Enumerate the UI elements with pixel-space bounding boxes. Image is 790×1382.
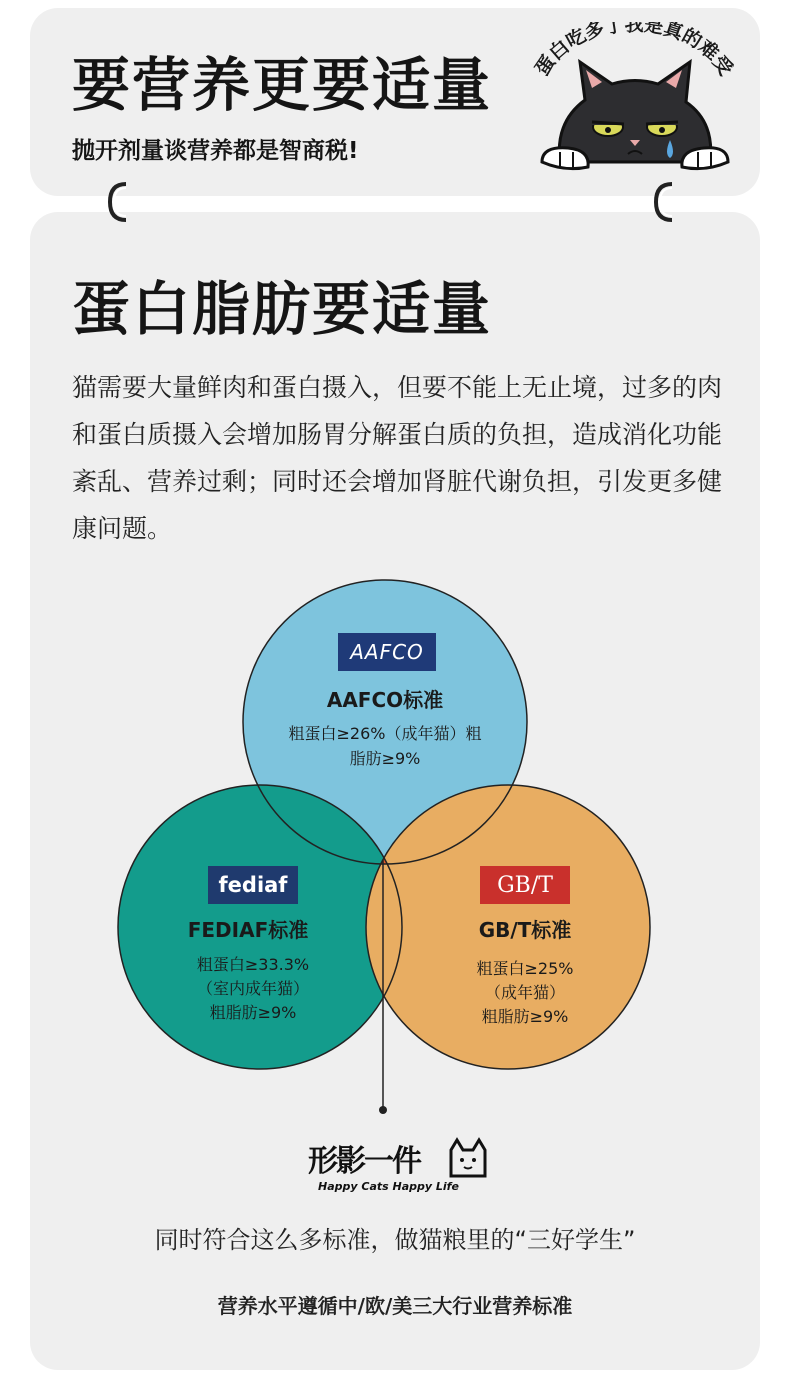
aafco-desc-line1: 粗蛋白≥26%（成年猫）粗 xyxy=(288,724,482,743)
section-body: 猫需要大量鲜肉和蛋白摄入，但要不能上无止境，过多的肉和蛋白质摄入会增加肠胃分解蛋白质的负担，造成消化功能紊乱、营养过剩；同时还会增加肾脏代谢负担，引发更多健康问题。 xyxy=(72,373,723,543)
aafco-logo-text: AAFCO xyxy=(350,640,424,664)
fediaf-desc-line1: 粗蛋白≥33.3% xyxy=(196,955,310,974)
footer-headline: 同时符合这么多标准，做猫粮里的“三好学生” xyxy=(154,1226,636,1254)
fediaf-desc-line2: （室内成年猫） xyxy=(196,979,309,998)
gbt-logo-text: GB/T xyxy=(497,872,553,898)
fediaf-logo xyxy=(208,866,298,904)
aafco-desc-line2: 脂肪≥9% xyxy=(349,749,421,768)
page-subtitle: 抛开剂量谈营养都是智商税! xyxy=(72,138,359,164)
cat-caption: 蛋白吃多了我是真的难受 xyxy=(531,22,737,80)
page-title: 要营养更要适量 xyxy=(72,51,493,119)
pointer-dot xyxy=(379,1106,387,1114)
gbt-desc-line1: 粗蛋白≥25% xyxy=(476,959,574,978)
gbt-desc-line3: 粗脂肪≥9% xyxy=(481,1007,569,1026)
gbt-title: GB/T标准 xyxy=(478,918,572,942)
section-title: 蛋白脂肪要适量 xyxy=(72,275,493,343)
brand-tagline: Happy Cats Happy Life xyxy=(318,1180,459,1193)
fediaf-logo-text: fediaf xyxy=(218,873,288,897)
brand-logo xyxy=(300,1132,500,1202)
footer-subline: 营养水平遵循中/欧/美三大行业营养标准 xyxy=(217,1294,573,1318)
aafco-logo xyxy=(338,633,436,671)
fediaf-desc-line3: 粗脂肪≥9% xyxy=(209,1003,297,1022)
aafco-title: AAFCO标准 xyxy=(326,688,444,712)
gbt-desc-line2: （成年猫） xyxy=(484,983,565,1002)
fediaf-title: FEDIAF标准 xyxy=(187,918,309,942)
brand-cat-icon xyxy=(445,1136,491,1184)
gbt-logo xyxy=(480,866,570,904)
brand-name: 形影一件 xyxy=(308,1144,420,1179)
